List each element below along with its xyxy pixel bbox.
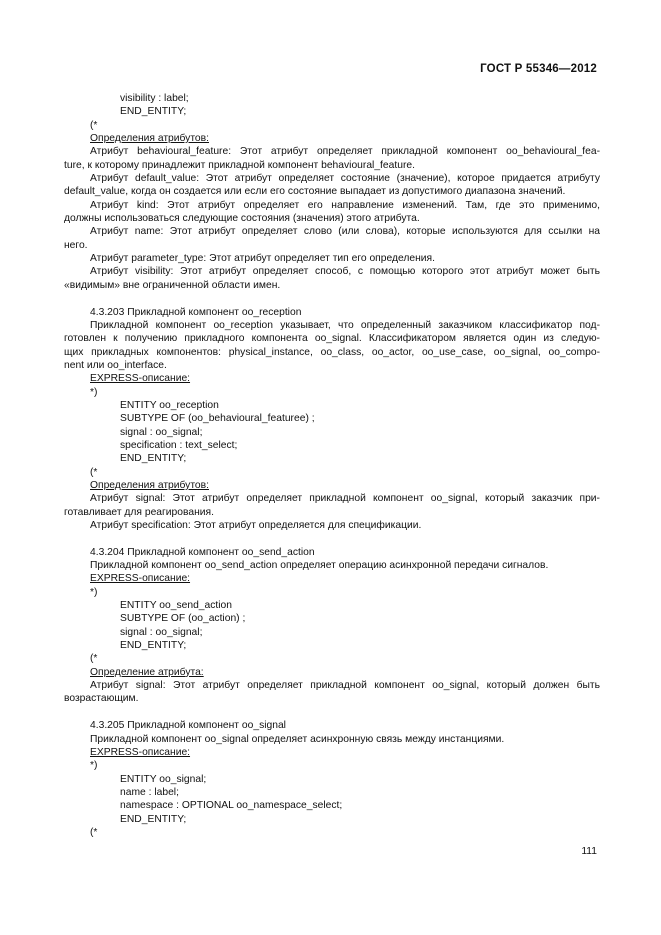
express-label: EXPRESS-описание:	[90, 373, 191, 385]
paragraph-line: готовлен к получению прикладного компонента oo_signal. Классификатором является один из следую-	[64, 333, 600, 345]
express-label: EXPRESS-описание:	[90, 746, 191, 758]
code-line: END_ENTITY;	[120, 813, 187, 825]
comment-close: *)	[90, 586, 98, 598]
code-line: ENTITY oo_signal;	[120, 773, 207, 785]
paragraph-line: default_value, когда он создается или если его состояние выпадает из допустимого диапазона значений.	[64, 186, 566, 198]
paragraph-line: должны использоваться следующие состояния (значения) этого атрибута.	[64, 213, 420, 225]
code-line: ENTITY oo_reception	[120, 399, 219, 411]
paragraph-line: Атрибут parameter_type: Этот атрибут определяет тип его определения.	[90, 253, 435, 265]
code-line: SUBTYPE OF (oo_action) ;	[120, 613, 246, 625]
paragraph-line: Атрибут behavioural_feature: Этот атрибут определяет прикладной компонент oo_behavioural_fea-	[90, 146, 600, 158]
code-line: signal : oo_signal;	[120, 426, 203, 438]
code-line: specification : text_select;	[120, 439, 238, 451]
page-content	[64, 92, 600, 839]
code-line: END_ENTITY;	[120, 106, 187, 118]
paragraph-line: Прикладной компонент oo_signal определяет асинхронную связь между инстанциями.	[90, 733, 505, 745]
comment-open: (*	[90, 119, 98, 131]
code-line: SUBTYPE OF (oo_behavioural_featuree) ;	[120, 413, 315, 425]
comment-open: (*	[90, 826, 98, 838]
definitions-title: Определения атрибутов:	[90, 133, 209, 145]
paragraph-line: Атрибут visibility: Этот атрибут определяет способ, с помощью которого этот атрибут может быть	[90, 266, 600, 278]
paragraph-line: nent или oo_interface.	[64, 359, 167, 371]
paragraph-line: Атрибут signal: Этот атрибут определяет прикладной компонент oo_signal, который должен быть	[90, 680, 600, 692]
comment-close: *)	[90, 386, 98, 398]
paragraph-line: ture, к которому принадлежит прикладной компонент behavioural_feature.	[64, 159, 415, 171]
code-line: name : label;	[120, 786, 179, 798]
paragraph-line: щих прикладных компонентов: physical_instance, oo_class, oo_actor, oo_use_case, oo_signal, oo_compo-	[64, 346, 600, 358]
page-number: 111	[581, 846, 597, 857]
paragraph-line: Атрибут kind: Этот атрибут определяет его направление изменений. Там, где это применимо,	[90, 199, 600, 211]
paragraph-line: Прикладной компонент oo_send_action определяет операцию асинхронной передачи сигналов.	[90, 560, 549, 572]
comment-open: (*	[90, 653, 98, 665]
comment-close: *)	[90, 760, 98, 772]
code-line: END_ENTITY;	[120, 640, 187, 652]
code-line: visibility : label;	[120, 93, 189, 104]
section-heading: 4.3.203 Прикладной компонент oo_reception	[90, 306, 302, 318]
paragraph-line: Атрибут signal: Этот атрибут определяет прикладной компонент oo_signal, который заказчик при-	[90, 493, 600, 505]
section-heading: 4.3.205 Прикладной компонент oo_signal	[90, 720, 286, 732]
paragraph-line: Атрибут default_value: Этот атрибут определяет состояние (значение), которое придается атрибуту	[90, 173, 600, 185]
paragraph-line: готавливает для реагирования.	[64, 506, 214, 518]
paragraph-line: Атрибут specification: Этот атрибут определяется для спецификации.	[90, 520, 422, 531]
code-line: signal : oo_signal;	[120, 626, 203, 638]
paragraph-line: возрастающим.	[64, 693, 139, 705]
express-label: EXPRESS-описание:	[90, 573, 191, 585]
section-heading: 4.3.204 Прикладной компонент oo_send_action	[90, 546, 315, 558]
paragraph-line: Атрибут name: Этот атрибут определяет слово (или слова), которые используются для ссылки на	[90, 226, 600, 238]
code-line: ENTITY oo_send_action	[120, 600, 232, 612]
code-line: namespace : OPTIONAL oo_namespace_select;	[120, 800, 343, 812]
paragraph-line: него.	[64, 239, 88, 251]
document-id: ГОСТ Р 55346—2012	[480, 63, 597, 75]
paragraph-line: Прикладной компонент oo_reception указывает, что определенный заказчиком классификатор под-	[90, 319, 600, 331]
comment-open: (*	[90, 466, 98, 478]
definitions-title: Определение атрибута:	[90, 666, 204, 678]
code-line: END_ENTITY;	[120, 453, 187, 465]
definitions-title: Определения атрибутов:	[90, 479, 209, 491]
paragraph-line: «видимым» вне ограниченной области имен.	[64, 279, 281, 291]
